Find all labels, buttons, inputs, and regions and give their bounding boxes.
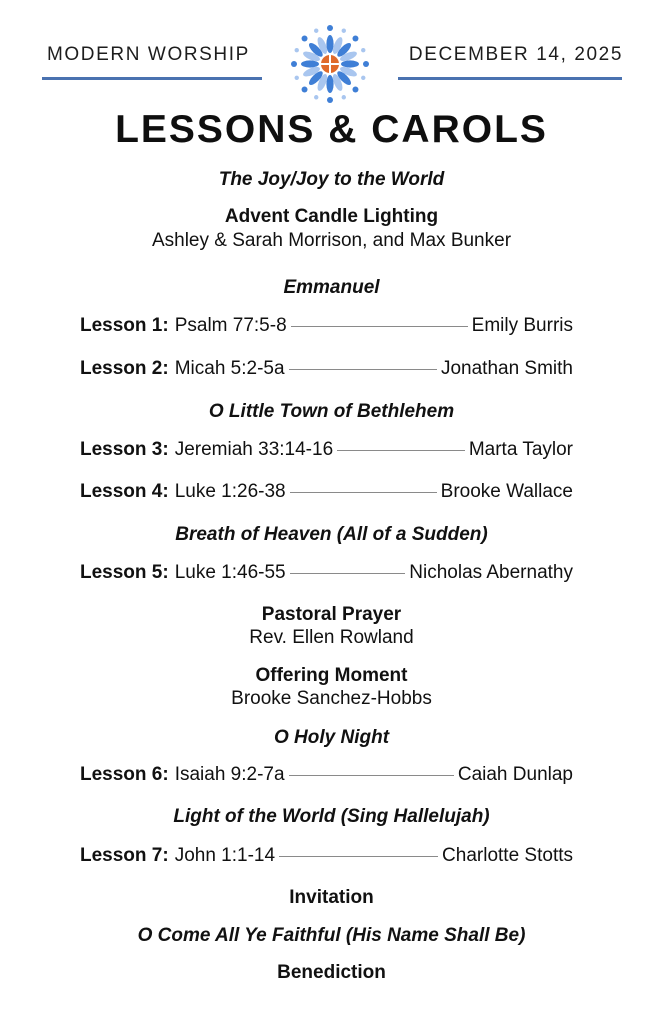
lesson-scripture: Isaiah 9:2-7a — [174, 764, 285, 785]
advent-burst-logo-icon — [286, 20, 374, 108]
section-heading: Pastoral Prayer — [261, 604, 402, 625]
lesson-reader: Caiah Dunlap — [457, 764, 573, 785]
song-title: Emmanuel — [283, 277, 380, 298]
lesson-reader: Jonathan Smith — [440, 358, 573, 379]
lesson-label: Lesson 2: — [80, 358, 169, 379]
burst-dot — [352, 36, 358, 42]
lesson-row — [80, 480, 573, 504]
lesson-scripture: Luke 1:46-55 — [174, 562, 286, 583]
lesson-row — [80, 357, 573, 381]
burst-dot — [302, 36, 308, 42]
header-date: DECEMBER 14, 2025 — [408, 44, 623, 65]
lesson-label: Lesson 4: — [80, 481, 169, 502]
song-title: Light of the World (Sing Hallelujah) — [173, 806, 490, 827]
leader-line — [337, 450, 465, 451]
lesson-scripture: Luke 1:26-38 — [174, 481, 286, 502]
lesson-label: Lesson 7: — [80, 845, 169, 866]
section-names: Ashley & Sarah Morrison, and Max Bunker — [151, 230, 512, 251]
lesson-reader: Nicholas Abernathy — [409, 562, 573, 583]
lesson-reader: Charlotte Stotts — [442, 845, 573, 866]
burst-dot — [342, 29, 346, 33]
burst-dot — [314, 29, 318, 33]
lesson-label: Lesson 1: — [80, 315, 169, 336]
burst-petal — [341, 60, 359, 67]
burst-dot — [361, 48, 365, 52]
burst-dot — [327, 97, 333, 103]
lesson-scripture: Jeremiah 33:14-16 — [174, 439, 334, 460]
lesson-row — [80, 561, 573, 585]
burst-petal — [326, 35, 333, 53]
lesson-label: Lesson 6: — [80, 764, 169, 785]
lesson-row — [80, 844, 573, 868]
burst-dot — [361, 76, 365, 80]
lesson-row — [80, 438, 573, 462]
burst-dot — [352, 86, 358, 92]
section-heading: Benediction — [277, 962, 386, 983]
lesson-scripture: Psalm 77:5-8 — [174, 315, 287, 336]
song-title: O Holy Night — [273, 727, 390, 748]
burst-dot — [291, 61, 297, 67]
burst-dot — [314, 95, 318, 99]
leader-line — [289, 369, 437, 370]
burst-dot — [302, 86, 308, 92]
lesson-reader: Brooke Wallace — [440, 481, 573, 502]
leader-line — [279, 856, 438, 857]
song-title: O Come All Ye Faithful (His Name Shall Be) — [137, 925, 526, 946]
leader-line — [290, 492, 437, 493]
burst-dot — [295, 76, 299, 80]
burst-petal — [301, 60, 319, 67]
burst-petal — [326, 75, 333, 93]
section-heading: Invitation — [289, 887, 374, 908]
song-title: O Little Town of Bethlehem — [208, 401, 455, 422]
header-rule-left — [42, 77, 262, 80]
lesson-scripture: Micah 5:2-5a — [174, 358, 285, 379]
section-names: Brooke Sanchez-Hobbs — [231, 688, 432, 709]
burst-dot — [342, 95, 346, 99]
header-left-text: MODERN WORSHIP — [47, 44, 250, 65]
section-names: Rev. Ellen Rowland — [249, 627, 414, 648]
burst-dot — [327, 25, 333, 31]
burst-dot — [363, 61, 369, 67]
song-title: Breath of Heaven (All of a Sudden) — [175, 524, 488, 545]
song-title: The Joy/Joy to the World — [218, 169, 445, 190]
lesson-row — [80, 763, 573, 787]
lesson-label: Lesson 5: — [80, 562, 169, 583]
leader-line — [290, 573, 406, 574]
lesson-row — [80, 314, 573, 338]
section-heading: Offering Moment — [255, 665, 408, 686]
lesson-scripture: John 1:1-14 — [174, 845, 276, 866]
leader-line — [289, 775, 454, 776]
burst-center-cross — [321, 63, 339, 65]
header-rule-right — [398, 77, 622, 80]
lesson-reader: Emily Burris — [471, 315, 573, 336]
page-title: LESSONS & CAROLS — [115, 108, 548, 151]
leader-line — [291, 326, 468, 327]
section-heading: Advent Candle Lighting — [224, 206, 439, 227]
burst-dot — [295, 48, 299, 52]
lesson-label: Lesson 3: — [80, 439, 169, 460]
lesson-reader: Marta Taylor — [468, 439, 573, 460]
